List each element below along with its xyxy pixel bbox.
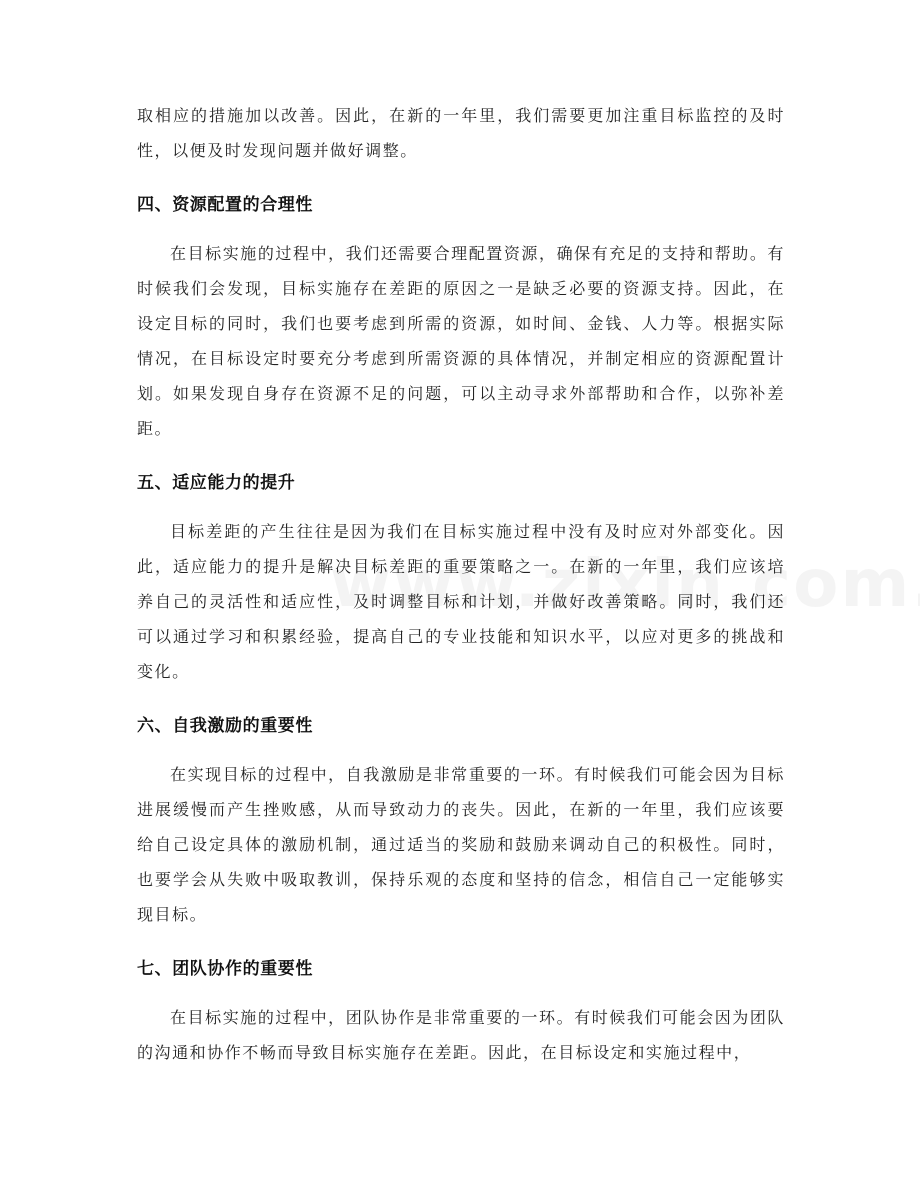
section-paragraph-resource-allocation: 在目标实施的过程中，我们还需要合理配置资源，确保有充足的支持和帮助。有时候我们会发现，目标实施存在差距的原因之一是缺乏必要的资源支持。因此，在设定目标的同时，我们也要考虑到所需的资源，如时间、金钱、人力等。根据实际情况，在目标设定时要充分考虑到所需资源的具体情况，并制定相应的资源配置计划。如果发现自身存在资源不足的问题，可以主动寻求外部帮助和合作，以弥补差距。 (137, 244, 785, 438)
section-heading-teamwork: 七、团队协作的重要性 (137, 959, 313, 979)
section-heading-adaptability: 五、适应能力的提升 (137, 473, 296, 493)
section-paragraph-self-motivation: 在实现目标的过程中，自我激励是非常重要的一环。有时候我们可能会因为目标进展缓慢而产生挫败感，从而导致动力的丧失。因此，在新的一年里，我们应该要给自己设定具体的激励机制，通过适当的奖励和鼓励来调动自己的积极性。同时，也要学会从失败中吸取教训，保持乐观的态度和坚持的信念，相信自己一定能够实现目标。 (137, 765, 785, 924)
section-heading-resource-allocation: 四、资源配置的合理性 (137, 195, 313, 215)
intro-paragraph: 取相应的措施加以改善。因此，在新的一年里，我们需要更加注重目标监控的及时性，以便及时发现问题并做好调整。 (137, 106, 785, 160)
document-body (137, 98, 785, 1070)
section-paragraph-adaptability: 目标差距的产生往往是因为我们在目标实施过程中没有及时应对外部变化。因此，适应能力的提升是解决目标差距的重要策略之一。在新的一年里，我们应该培养自己的灵活性和适应性，及时调整目标和计划，并做好改善策略。同时，我们还可以通过学习和积累经验，提高自己的专业技能和知识水平，以应对更多的挑战和变化。 (137, 522, 785, 681)
section-heading-self-motivation: 六、自我激励的重要性 (137, 716, 313, 736)
section-paragraph-teamwork: 在目标实施的过程中，团队协作是非常重要的一环。有时候我们可能会因为团队的沟通和协作不畅而导致目标实施存在差距。因此，在目标设定和实施过程中， (137, 1008, 785, 1062)
